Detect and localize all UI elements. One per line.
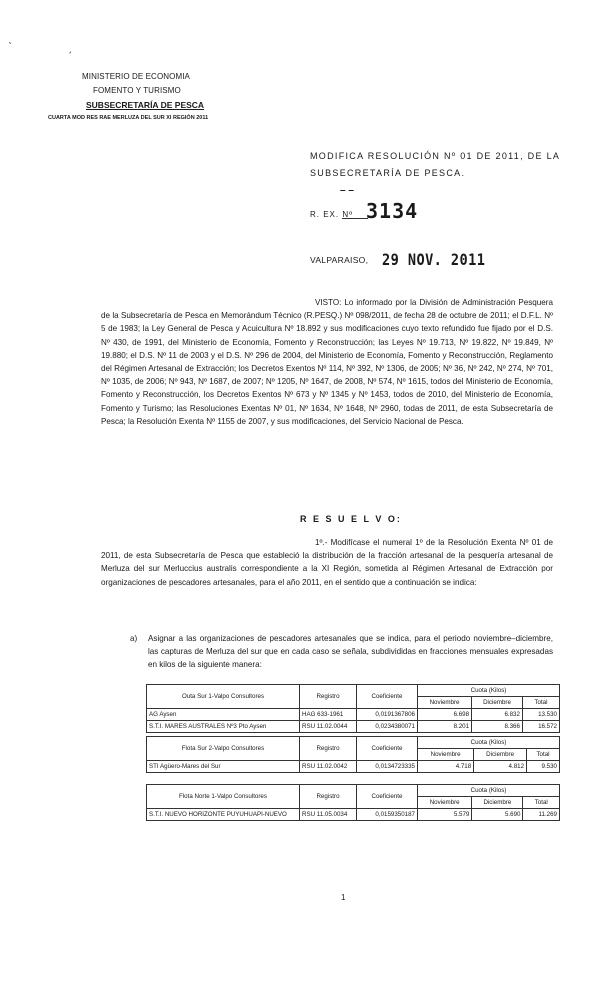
table-registro-header: Registro [300,685,357,709]
table-coef-header: Coeficiente [357,737,418,761]
item-a-text: Asignar a las organizaciones de pescadores artesanales que se indica, para el periodo noviembre–diciembre, las capturas de Merluza del sur que en cada caso se señala, subdivididas en fracciones mensuales expresadas en kilos de la siguiente manera: [148,634,553,670]
resolution-label: R. EX. Nº [310,210,354,219]
table-cuota-header: Cuota (Kilos) [418,785,560,797]
table-nov-header: Noviembre [418,749,474,761]
header-ministry: MINISTERIO DE ECONOMIA [82,72,190,81]
quota-table-1 [146,684,560,733]
point-1-paragraph: 1º.- Modifícase el numeral 1º de la Resolución Exenta Nº 01 de 2011, de esta Subsecretaría de Pesca que estableció la distribución de la fracción artesanal de la pesquería artesanal de Merluza del sur Merluccius australis correspondiente a la XI Región, sometida al Régimen Artesanal de Extracción por organizaciones de pescadores artesanales, para el año 2011, en el sentido que a continuación se indica: [101,538,553,587]
table-nov-header: Noviembre [418,797,472,809]
header-reference: CUARTA MOD RES RAE MERLUZA DEL SUR XI REGIÓN 2011 [48,115,209,121]
header-subsecretaria: SUBSECRETARÍA DE PESCA [86,100,205,110]
table-group-header: Flota Norte 1-Valpo Consultores [147,785,300,809]
visto-paragraph: VISTO: Lo informado por la División de Administración Pesquera de la Subsecretaría de Pesca en Memorándum Técnico (R.PESQ.) Nº 098/2011, de fecha 28 de octubre de 2011; el D.F.L. Nº 5 de 1983; la Ley General de Pesca y Acuicultura Nº 18.892 y sus modificaciones cuyo texto refundido fue fijado por el D.S. Nº 430, de 1991, del Ministerio de Economía, Fomento y Reconstrucción; las Leyes Nº 19.713, Nº 19.822, Nº 19.849, Nº 19.880; el D.S. Nº 11 de 2003 y el D.S. Nº 296 de 2004, del Ministerio de Economía, Fomento y Reconstrucción, Reglamento del Régimen Artesanal de Extracción; los Decretos Exentos Nº 114, Nº 392, Nº 1306, de 2005; Nº 36, Nº 242, Nº 274, Nº 701, Nº 1035, de 2006; Nº 943, Nº 1687, de 2007; Nº 1205, Nº 1647, de 2008, Nº 574, Nº 1615, todos del Ministerio de Economía, Fomento y Reconstrucción, los Decretos Exentos Nº 673 y Nº 1345 y Nº 1453, todos de 2010, del Ministerio de Economía, Fomento y Turismo; las Resoluciones Exentas Nº 01, Nº 1634, Nº 1648, Nº 2960, todas de 2011, de esta Subsecretaría de Pesca; la Resolución Exenta Nº 1155 de 2007, y sus modificaciones, del Servicio Nacional de Pesca. [101,298,553,426]
item-a-label: a) [130,634,138,643]
table-row: STI Agüero-Mares del Sur RSU 11.02.0042 0,0134723335 4.718 4.812 9.530 [147,761,560,773]
table-coef-header: Coeficiente [357,785,418,809]
table-registro-header: Registro [300,737,357,761]
table-row: AG Aysen HAG 633-1961 0,0191367806 6.698 6.832 13.530 [147,709,560,721]
page-number: 1 [341,893,346,902]
table-total-header: Total [523,797,560,809]
place: VALPARAISO, [310,255,369,265]
table-group-header: Flota Sur 2-Valpo Consultores [147,737,300,761]
scan-mark: ˏ [68,40,72,54]
table-row: S.T.I. MARES AUSTRALES Nº3 Pto Aysen RSU 11.02.0044 0,0234380071 8.201 8.366 16.572 [147,721,560,733]
table-dic-header: Diciembre [474,749,527,761]
date-stamp: 29 NOV. 2011 [382,250,486,269]
table-group-header: Outa Sur 1-Valpo Consultores [147,685,300,709]
table-cuota-header: Cuota (Kilos) [418,685,560,697]
table-coef-header: Coeficiente [357,685,418,709]
table-nov-header: Noviembre [418,697,472,709]
table-dic-header: Diciembre [472,797,523,809]
table-cuota-header: Cuota (Kilos) [418,737,560,749]
resolution-underline [342,218,368,219]
subject-line-1: MODIFICA RESOLUCIÓN Nº 01 DE 2011, DE LA [310,151,561,161]
table-row: S.T.I. NUEVO HORIZONTE PUYUHUAPI-NUEVO RSU 11.05.0034 0,0159350187 5.579 5.690 11.269 [147,809,560,821]
table-dic-header: Diciembre [472,697,523,709]
resuelvo-heading: R E S U E L V O: [300,514,402,524]
scan-mark: ˋ [8,40,12,54]
table-total-header: Total [527,749,560,761]
quota-table-3 [146,784,560,821]
dash-mark: – – [340,185,354,196]
table-total-header: Total [522,697,559,709]
table-registro-header: Registro [300,785,357,809]
subject-line-2: SUBSECRETARÍA DE PESCA. [310,168,466,178]
header-fomento: FOMENTO Y TURISMO [93,86,181,95]
quota-table-2 [146,736,560,773]
resolution-number: 3134 [366,199,419,223]
